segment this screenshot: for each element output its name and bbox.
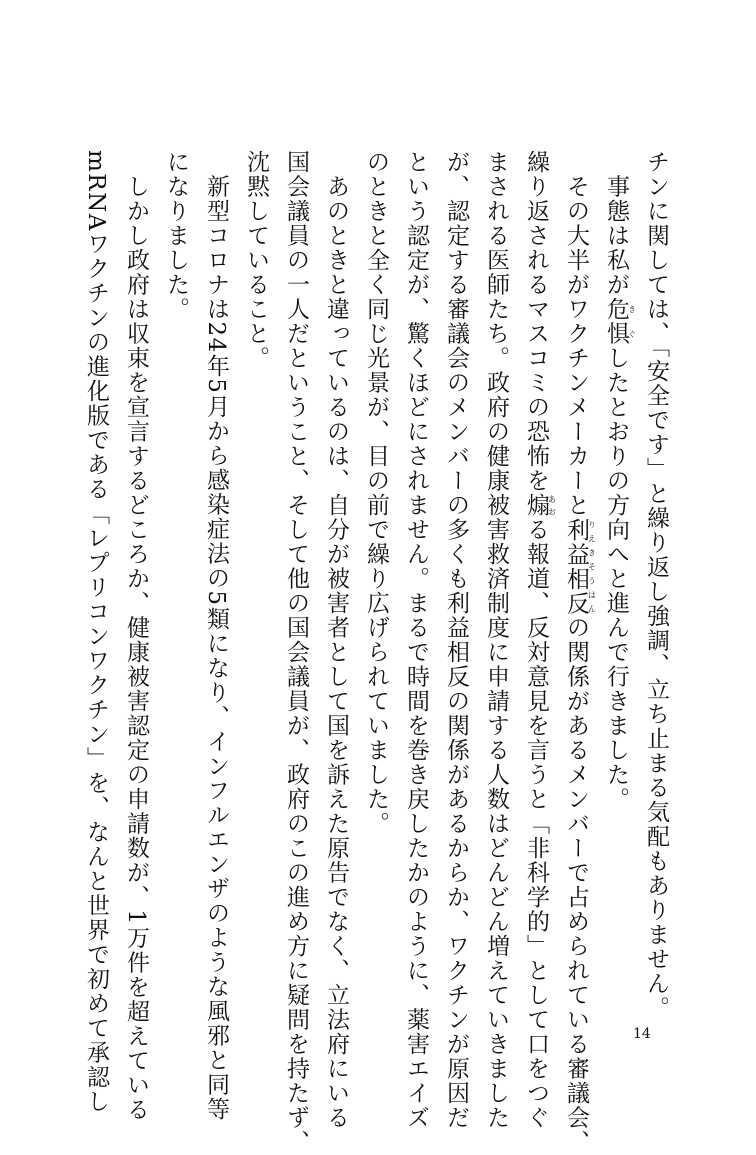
text-column: あのときと違っているのは、自分が被害者として国を訴えた原告でなく、立法府にいる — [323, 150, 349, 1130]
text-column: その大半がワクチンメーカーと利益相反りえきそうはんの関係があるメンバーで占められている審議会、 — [563, 150, 597, 1155]
text-column: が、認定する審議会のメンバーの多くも利益相反の関係があるからか、ワクチンが原因だ — [443, 150, 469, 1130]
text-column: しかし政府は収束を宣言するどころか、健康被害認定の申請数が、1万件を超えている — [123, 150, 149, 1122]
page-number: 14 — [633, 1026, 651, 1042]
text-column: 新型コロナは24年5月から感染症法の5類になり、インフルエンザのような風邪と同等 — [203, 150, 229, 1122]
furigana: りえきそうはん — [587, 517, 597, 616]
text-column: チンに関しては、「安全です」と繰り返し強調、立ち止まる気配もありません。 — [643, 150, 669, 1021]
furigana: きぐ — [627, 297, 637, 346]
text-column: mRNAワクチンの進化版である「レプリコンワクチン」を、なんと世界で初めて承認し — [83, 150, 109, 1114]
text-column: 国会議員の一人だということ、そして他の国会議員が、政府のこの進め方に疑問を持たず、 — [283, 150, 309, 1155]
text-column: という認定が、驚くほどにされません。まるで時間を巻き戻したかのように、薬害エイズ — [403, 150, 429, 1130]
text-column: まされる医師たち。政府の健康被害救済制度に申請する人数はどんどん増えていきました — [483, 150, 509, 1130]
text-column: のときと全く同じ光景が、目の前で繰り広げられていました。 — [363, 150, 389, 836]
furigana: あお — [547, 493, 557, 518]
text-column: になりました。 — [163, 150, 189, 322]
text-column: 繰り返されるマスコミの恐怖を煽あおる報道、反対意見を言うと「非科学的」として口をつぐ — [523, 150, 557, 1130]
text-column: 沈黙していること。 — [243, 150, 269, 371]
text-column: 事態は私が危惧きぐしたとおりの方向へと進んで行きました。 — [603, 150, 637, 812]
